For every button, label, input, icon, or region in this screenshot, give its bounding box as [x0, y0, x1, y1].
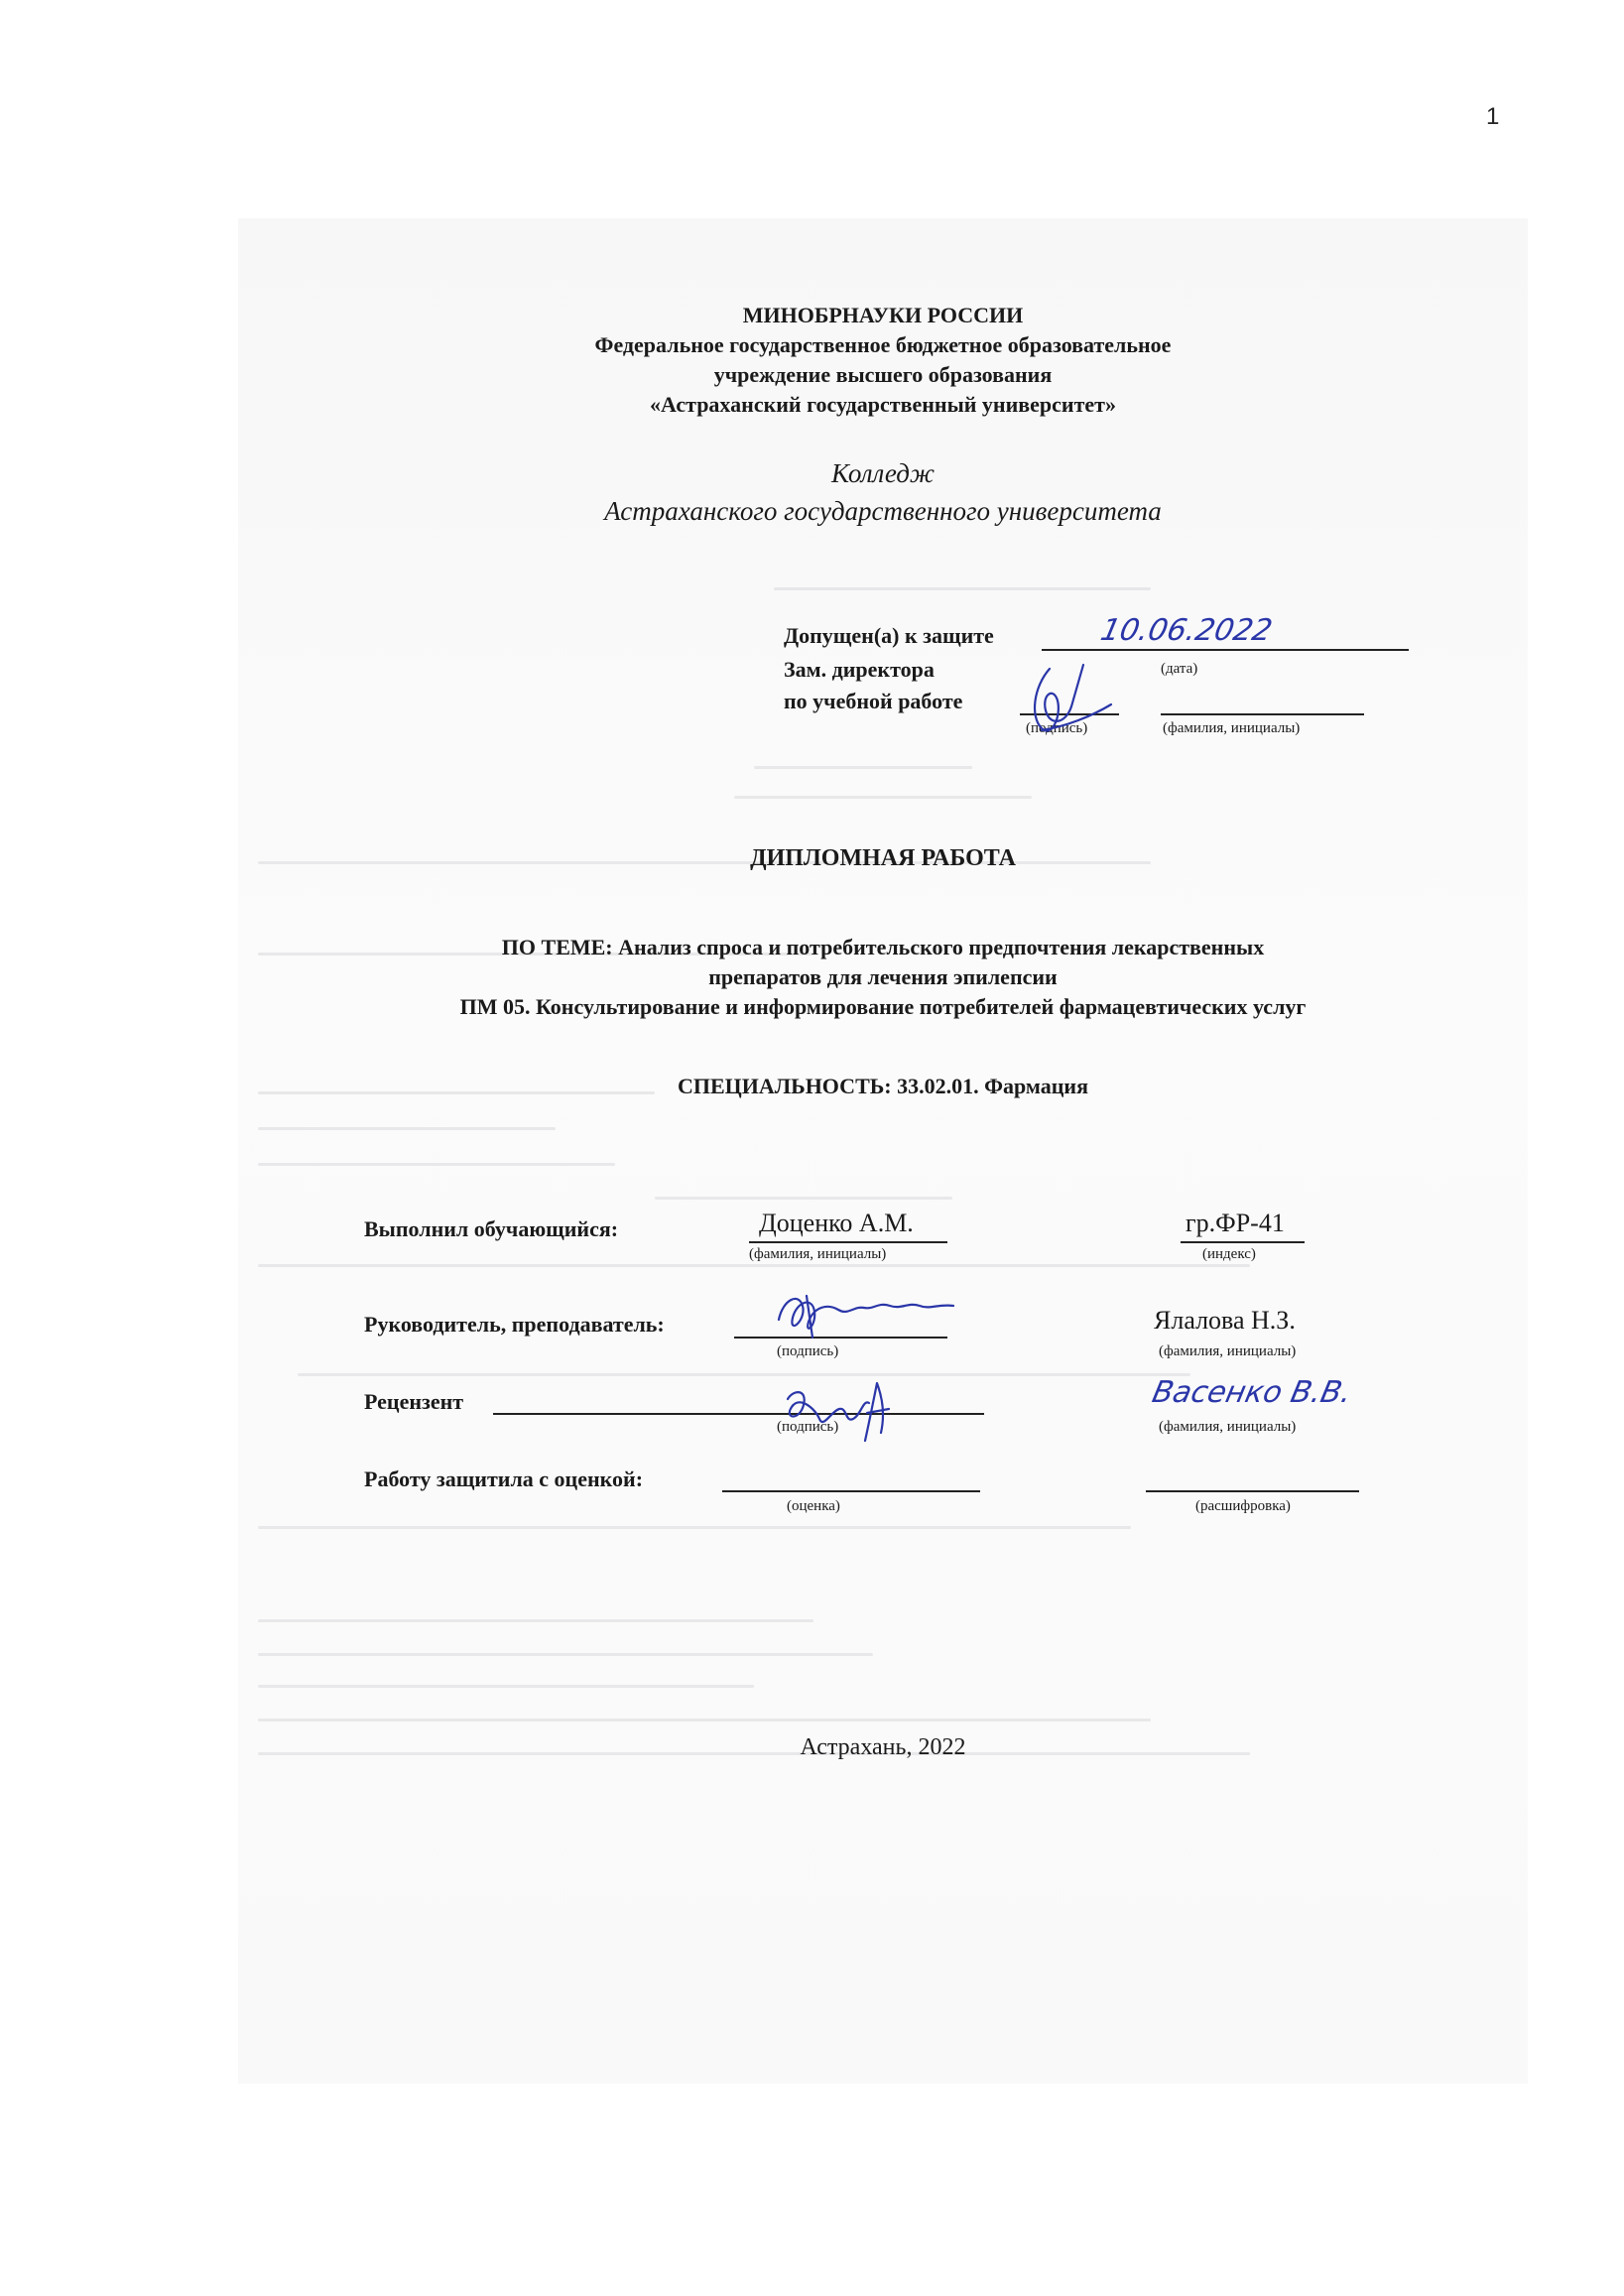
document-type: ДИПЛОМНАЯ РАБОТА: [750, 845, 1016, 871]
bleed-through-line: [258, 1653, 873, 1656]
student-label: Выполнил обучающийся:: [364, 1216, 619, 1241]
bleed-through-line: [258, 1685, 754, 1688]
supervisor-signature-caption: (подпись): [777, 1343, 839, 1359]
supervisor-label: Руководитель, преподаватель:: [364, 1312, 665, 1337]
deputy-signature: [1012, 647, 1141, 746]
topic-line-1: ПО ТЕМЕ: Анализ спроса и потребительского предпочтения лекарственных: [501, 935, 1265, 959]
decoding-caption: (расшифровка): [1195, 1498, 1291, 1514]
grade-caption: (оценка): [787, 1498, 840, 1514]
admitted-date-handwritten: 10.06.2022: [1097, 613, 1276, 648]
grade-line: [722, 1490, 980, 1492]
city-year: Астрахань, 2022: [800, 1734, 966, 1760]
deputy-director-label: Зам. директора: [784, 657, 935, 682]
bleed-through-line: [258, 1163, 615, 1166]
group-caption: (индекс): [1202, 1246, 1256, 1262]
deputy-name-line: [1161, 713, 1364, 715]
student-name-line: [749, 1241, 947, 1243]
supervisor-signature: [769, 1280, 967, 1349]
name-caption: (фамилия, инициалы): [1163, 720, 1301, 736]
supervisor-name: Ялалова Н.З.: [1154, 1306, 1296, 1335]
bleed-through-line: [258, 1619, 813, 1622]
ministry-name: МИНОБРНАУКИ РОССИИ: [742, 303, 1024, 327]
bleed-through-line: [754, 766, 972, 769]
admitted-label: Допущен(а) к защите: [784, 623, 994, 648]
bleed-through-line: [258, 1526, 1131, 1529]
academic-work-label: по учебной работе: [784, 689, 963, 713]
grade-label: Работу защитила с оценкой:: [364, 1467, 644, 1491]
bleed-through-line: [298, 1373, 1190, 1376]
university-name: «Астраханский государственный университет»: [650, 392, 1116, 417]
bleed-through-line: [655, 1197, 952, 1200]
reviewer-signature: [774, 1369, 913, 1449]
professional-module: ПМ 05. Консультирование и информирование потребителей фармацевтических услуг: [459, 994, 1307, 1019]
institution-line-1: Федеральное государственное бюджетное образовательное: [594, 332, 1172, 357]
date-caption: (дата): [1161, 661, 1198, 677]
bleed-through-line: [734, 796, 1032, 799]
page-number: 1: [1486, 103, 1500, 130]
group-index: гр.ФР-41: [1186, 1209, 1285, 1237]
reviewer-name-caption: (фамилия, инициалы): [1159, 1419, 1297, 1435]
institution-line-2: учреждение высшего образования: [713, 362, 1053, 387]
reviewer-label: Рецензент: [364, 1389, 464, 1414]
student-name: Доценко А.М.: [759, 1209, 914, 1237]
bleed-through-line: [258, 1719, 1151, 1722]
topic-line-2: препаратов для лечения эпилепсии: [708, 964, 1058, 989]
bleed-through-line: [258, 1264, 1250, 1267]
supervisor-name-caption: (фамилия, инициалы): [1159, 1343, 1297, 1359]
student-name-caption: (фамилия, инициалы): [749, 1246, 887, 1262]
signature-caption: (подпись): [1026, 720, 1088, 736]
college-line-2: Астраханского государственного университета: [604, 496, 1162, 526]
reviewer-name-handwritten: Васенко В.В.: [1149, 1375, 1355, 1410]
specialty: СПЕЦИАЛЬНОСТЬ: 33.02.01. Фармация: [677, 1074, 1089, 1098]
group-line: [1181, 1241, 1305, 1243]
college-line-1: Колледж: [830, 458, 936, 488]
bleed-through-line: [774, 587, 1151, 590]
bleed-through-line: [258, 1127, 556, 1130]
reviewer-signature-caption: (подпись): [777, 1419, 839, 1435]
decoding-line: [1146, 1490, 1359, 1492]
